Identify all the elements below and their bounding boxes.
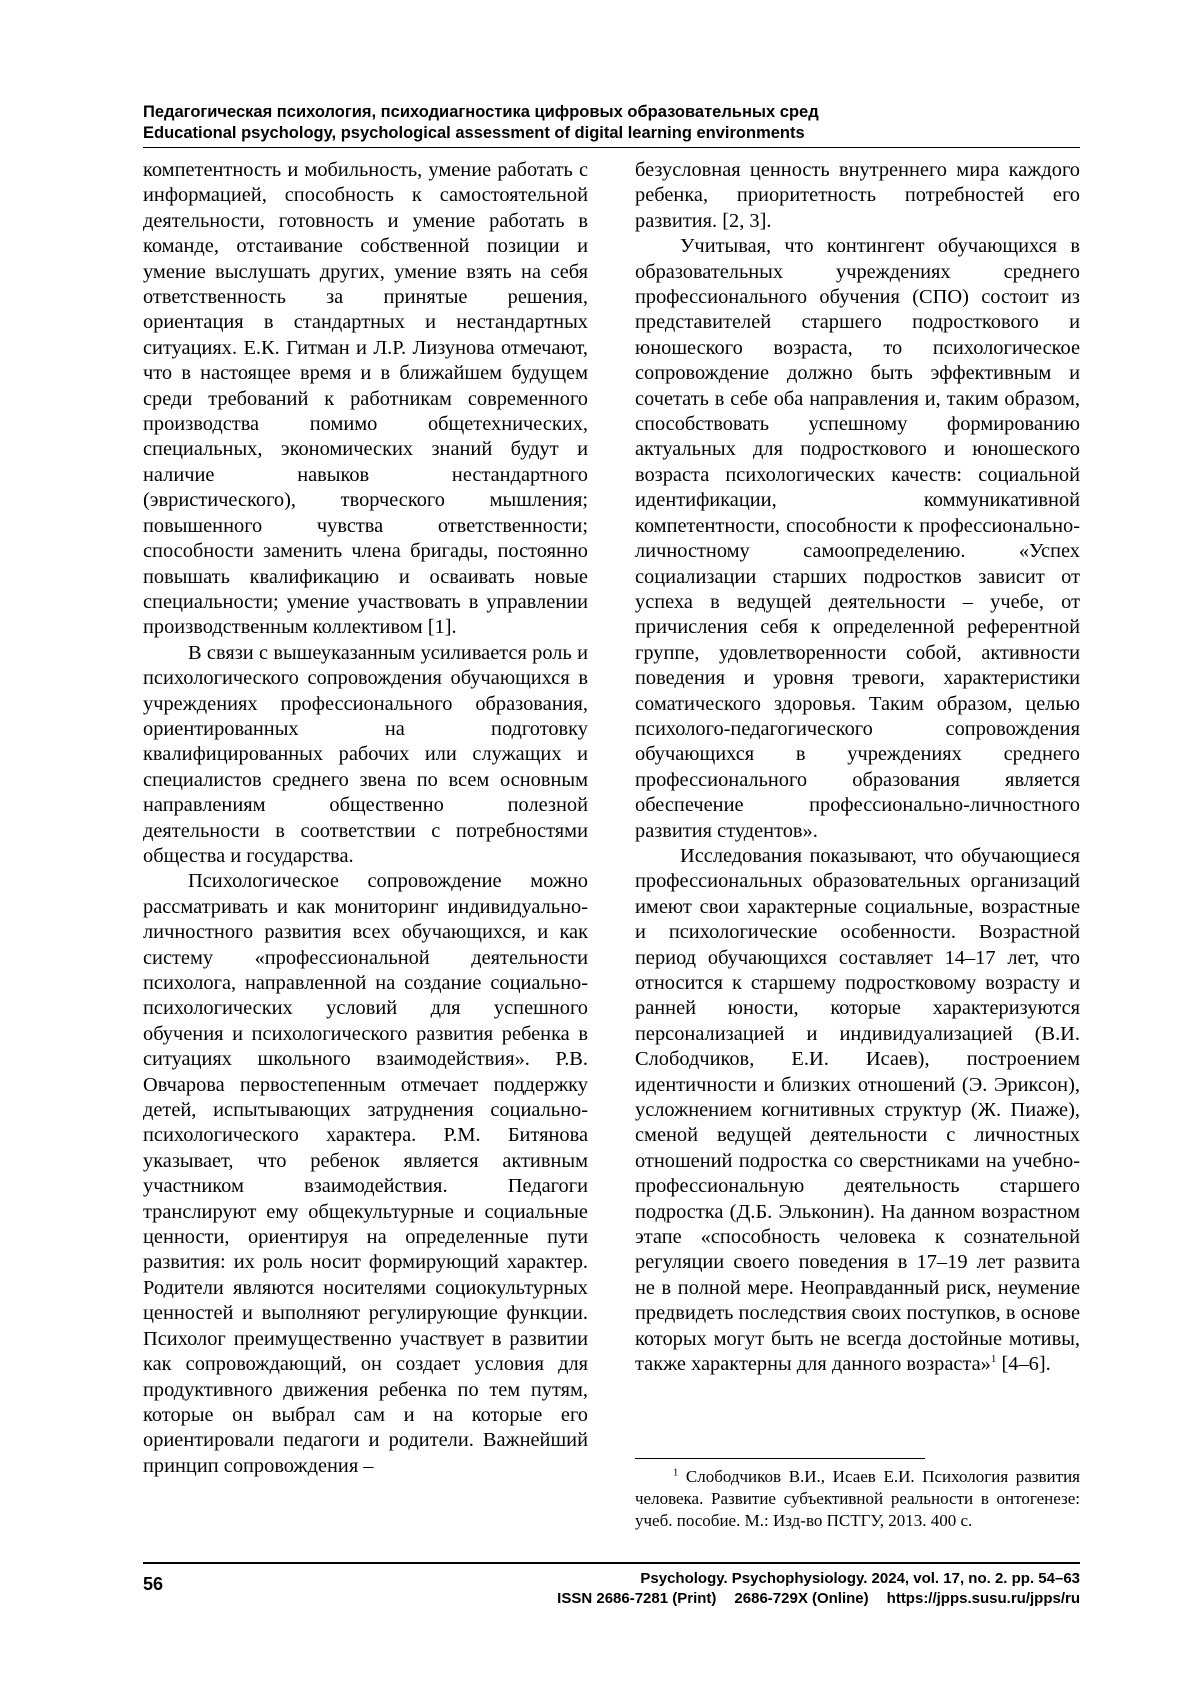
issn-print: ISSN 2686-7281 (Print) (557, 1590, 717, 1607)
footnote (635, 1466, 1080, 1532)
page-number: 56 (143, 1574, 164, 1594)
header-divider (143, 147, 1080, 148)
journal-citation: Psychology. Psychophysiology. 2024, vol. 17, no. 2. pp. 54–63 (640, 1570, 1080, 1587)
footnote-mark: 1 (673, 1467, 679, 1479)
footnote-text: Слободчиков В.И., Исаев Е.И. Психология развития человека. Развитие субъективной реальности в онтогенезе: учеб. пособие. М.: Изд-во ПСТГУ, 2013. 400 с. (635, 1467, 1080, 1530)
paragraph: Учитывая, что контингент обучающихся в образовательных учреждениях среднего профессионального обучения (СПО) состоит из представителей старшего подросткового и юношеского возраста, то психологическое сопровождение должно быть эффективным и сочетать в себе оба направления и, таким образом, способствовать успешному формированию актуальных для подросткового и юношеского возраста психологических качеств: социальной идентификации, коммуникативной компетентности, способности к профессионально-личностному самоопределению. «Успех социализации старших подростков зависит от успеха в ведущей деятельности – учебе, от причисления себя к определенной референтной группе, удовлетворенности собой, активности поведения и уровня тревоги, характеристики соматического здоровья. Таким образом, целью психолого-педагогического сопровождения обучающихся в учреждениях среднего профессионального образования является обеспечение профессионально-личностного развития студентов». (635, 235, 1080, 842)
issn-online: 2686-729X (Online) (734, 1590, 869, 1607)
footer-divider (143, 1562, 1080, 1564)
paragraph: В связи с вышеуказанным усиливается роль и психологического сопровождения обучающихся в учреждениях профессионального образования, ориентированных на подготовку квалифицированных рабочих или служащих и специалистов среднего звена по всем основным направлениям общественно полезной деятельности в соответствии с потребностями общества и государства. (143, 641, 588, 867)
header-title-en: Educational psychology, psychological assessment of digital learning environments (143, 124, 805, 142)
paragraph-text: Исследования показывают, что обучающиеся профессиональных образовательных организаций имеют свои характерные социальные, возрастные и психологические особенности. Возрастной период обучающихся составляет 14–17 лет, что относится к старшему подростковому возрасту и ранней юности, которые характеризуются персонализацией и индивидуализацией (В.И. Слободчиков, Е.И. Исаев), построением идентичности и близких отношений (Э. Эриксон), усложнением когнитивных структур (Ж. Пиаже), сменой ведущей деятельности с личностных отношений подростка со сверстниками на учебно-профессиональную деятельность старшего подростка (Д.Б. Эльконин). На данном возрастном этапе «способность человека к сознательной регуляции своего поведения в 17–19 лет развита не в полной мере. Неоправданный риск, неумение предвидеть последствия своих поступков, в основе которых могут быть не всегда достойные мотивы, также характерны для данного возраста» (635, 844, 1080, 1376)
paragraph: компетентность и мобильность, умение работать с информацией, способность к самостоятельной деятельности, готовность и умение работать в команде, отстаивание собственной позиции и умение выслушать других, умение взять на себя ответственность за принятые решения, ориентация в стандартных и нестандартных ситуациях. Е.К. Гитман и Л.Р. Лизунова отмечают, что в настоящее время и в ближайшем будущем среди требований к работникам современного производства помимо общетехнических, специальных, экономических знаний будут и наличие навыков нестандартного (эвристического), творческого мышления; повышенного чувства ответственности; способности заменить члена бригады, постоянно повышать квалификацию и осваивать новые специальности; умение участвовать в управлении производственным коллективом [1]. (143, 159, 588, 639)
paragraph: безусловная ценность внутреннего мира каждого ребенка, приоритетность потребностей его развития. [2, 3]. (635, 159, 1080, 232)
journal-url-link[interactable]: https://jpps.susu.ru/jpps/ru (886, 1590, 1080, 1607)
paragraph (635, 844, 1080, 1378)
citation-text: [4–6]. (996, 1353, 1051, 1376)
footnote-divider (635, 1458, 925, 1459)
footer-info (557, 1569, 1080, 1609)
header-title-ru: Педагогическая психология, психодиагностика цифровых образовательных сред (143, 103, 819, 121)
left-column (143, 158, 588, 1479)
footnote-reference[interactable]: 1 (990, 1353, 997, 1366)
paragraph: Психологическое сопровождение можно рассматривать и как мониторинг индивидуально-личностного развития всех обучающихся, и как систему «профессиональной деятельности психолога, направленной на создание социально-психологических условий для успешного обучения и психологического развития ребенка в ситуациях школьного взаимодействия». Р.В. Овчарова первостепенным отмечает поддержку детей, испытывающих затруднения социально-психологического характера. Р.М. Битянова указывает, что ребенок является активным участником взаимодействия. Педагоги транслируют ему общекультурные и социальные ценности, ориентируя на определенные пути развития: их роль носит формирующий характер. Родители являются носителями социокультурных ценностей и выполняют регулирующие функции. Психолог преимущественно участвует в развитии как сопровождающий, он создает условия для продуктивного движения ребенка по тем путям, которые он выбрал сам и на которые его ориентировали педагоги и родители. Важнейший принцип сопровождения – (143, 870, 588, 1477)
running-header (143, 102, 1080, 144)
right-column (635, 158, 1080, 1378)
